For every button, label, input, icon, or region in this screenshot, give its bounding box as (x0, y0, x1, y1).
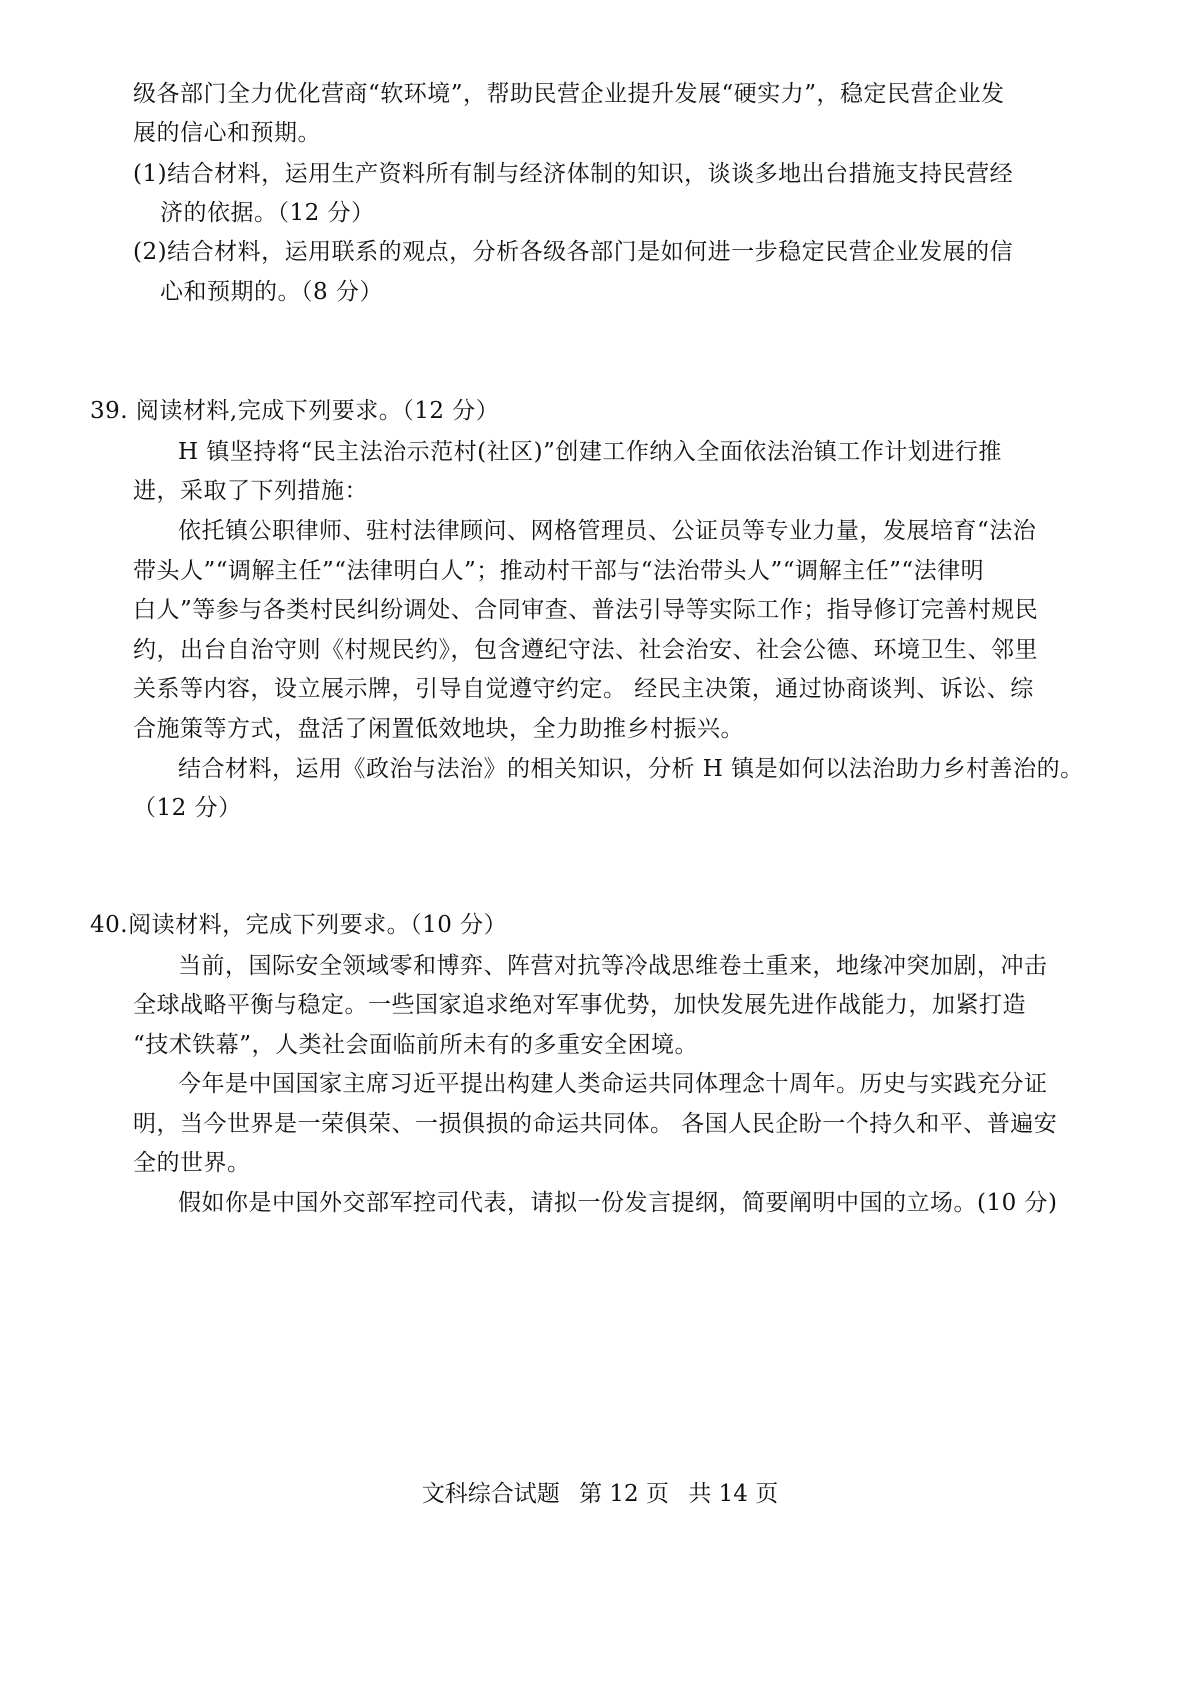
footer-page-number: 第 12 页 (579, 1481, 669, 1507)
q39-paragraph-line: 进，采取了下列措施： (133, 478, 368, 504)
q39-paragraph-line: 约，出台自治守则《村规民约》，包含遵纪守法、社会治安、社会公德、环境卫生、邻里 (133, 637, 1038, 663)
q39-paragraph-line: H 镇坚持将“民主法治示范村(社区)”创建工作纳入全面依法治镇工作计划进行推 (178, 439, 1002, 465)
q40-paragraph-line: 当前，国际安全领域零和博弈、阵营对抗等冷战思维卷土重来，地缘冲突加剧，冲击 (178, 953, 1048, 979)
q39-question: 结合材料，运用《政治与法治》的相关知识，分析 H 镇是如何以法治助力乡村善治的。 (178, 756, 1084, 782)
q40-title: 40.阅读材料，完成下列要求。（10 分） (90, 912, 508, 938)
q39-paragraph-line: 关系等内容，设立展示牌，引导自觉遵守约定。 经民主决策，通过协商谈判、诉讼、综 (133, 676, 1034, 702)
q39-paragraph-line: 白人”等参与各类村民纠纷调处、合同审查、普法引导等实际工作；指导修订完善村规民 (133, 597, 1039, 623)
q39-paragraph-line: 带头人”“调解主任”“法律明白人”；推动村干部与“法治带头人”“调解主任”“法律明 (133, 558, 985, 584)
q38-subquestion-2: (2)结合材料，运用联系的观点，分析各级各部门是如何进一步稳定民营企业发展的信 (133, 239, 1014, 265)
footer-page-total: 共 14 页 (688, 1481, 779, 1507)
q38-subquestion-1: (1)结合材料，运用生产资料所有制与经济体制的知识，谈谈多地出台措施支持民营经 (133, 161, 1014, 187)
footer-subject: 文科综合试题 (421, 1481, 560, 1507)
q40-paragraph-line: 全的世界。 (133, 1150, 251, 1176)
q39-question-score: （12 分） (133, 795, 242, 821)
q40-question: 假如你是中国外交部军控司代表，请拟一份发言提纲，简要阐明中国的立场。(10 分) (178, 1190, 1058, 1216)
page-footer (0, 1475, 1200, 1508)
q39-paragraph-line: 合施策等方式，盘活了闲置低效地块，全力助推乡村振兴。 (133, 716, 744, 742)
q39-title: 39. 阅读材料,完成下列要求。（12 分） (90, 398, 500, 424)
q38-subquestion-1-cont: 济的依据。（12 分） (160, 200, 375, 226)
q39-paragraph-line: 依托镇公职律师、驻村法律顾问、网格管理员、公证员等专业力量，发展培育“法治 (178, 518, 1037, 544)
q40-paragraph-line: “技术铁幕”，人类社会面临前所未有的多重安全困境。 (133, 1032, 699, 1058)
q40-paragraph-line: 今年是中国国家主席习近平提出构建人类命运共同体理念十周年。历史与实践充分证 (178, 1071, 1048, 1097)
q40-paragraph-line: 全球战略平衡与稳定。一些国家追求绝对军事优势，加快发展先进作战能力，加紧打造 (133, 992, 1026, 1018)
q38-subquestion-2-cont: 心和预期的。（8 分） (160, 279, 383, 305)
q38-material-line: 展的信心和预期。 (133, 120, 321, 146)
q40-paragraph-line: 明，当今世界是一荣俱荣、一损俱损的命运共同体。 各国人民企盼一个持久和平、普遍安 (133, 1111, 1058, 1137)
q38-material-line: 级各部门全力优化营商“软环境”，帮助民营企业提升发展“硬实力”，稳定民营企业发 (133, 81, 1005, 107)
